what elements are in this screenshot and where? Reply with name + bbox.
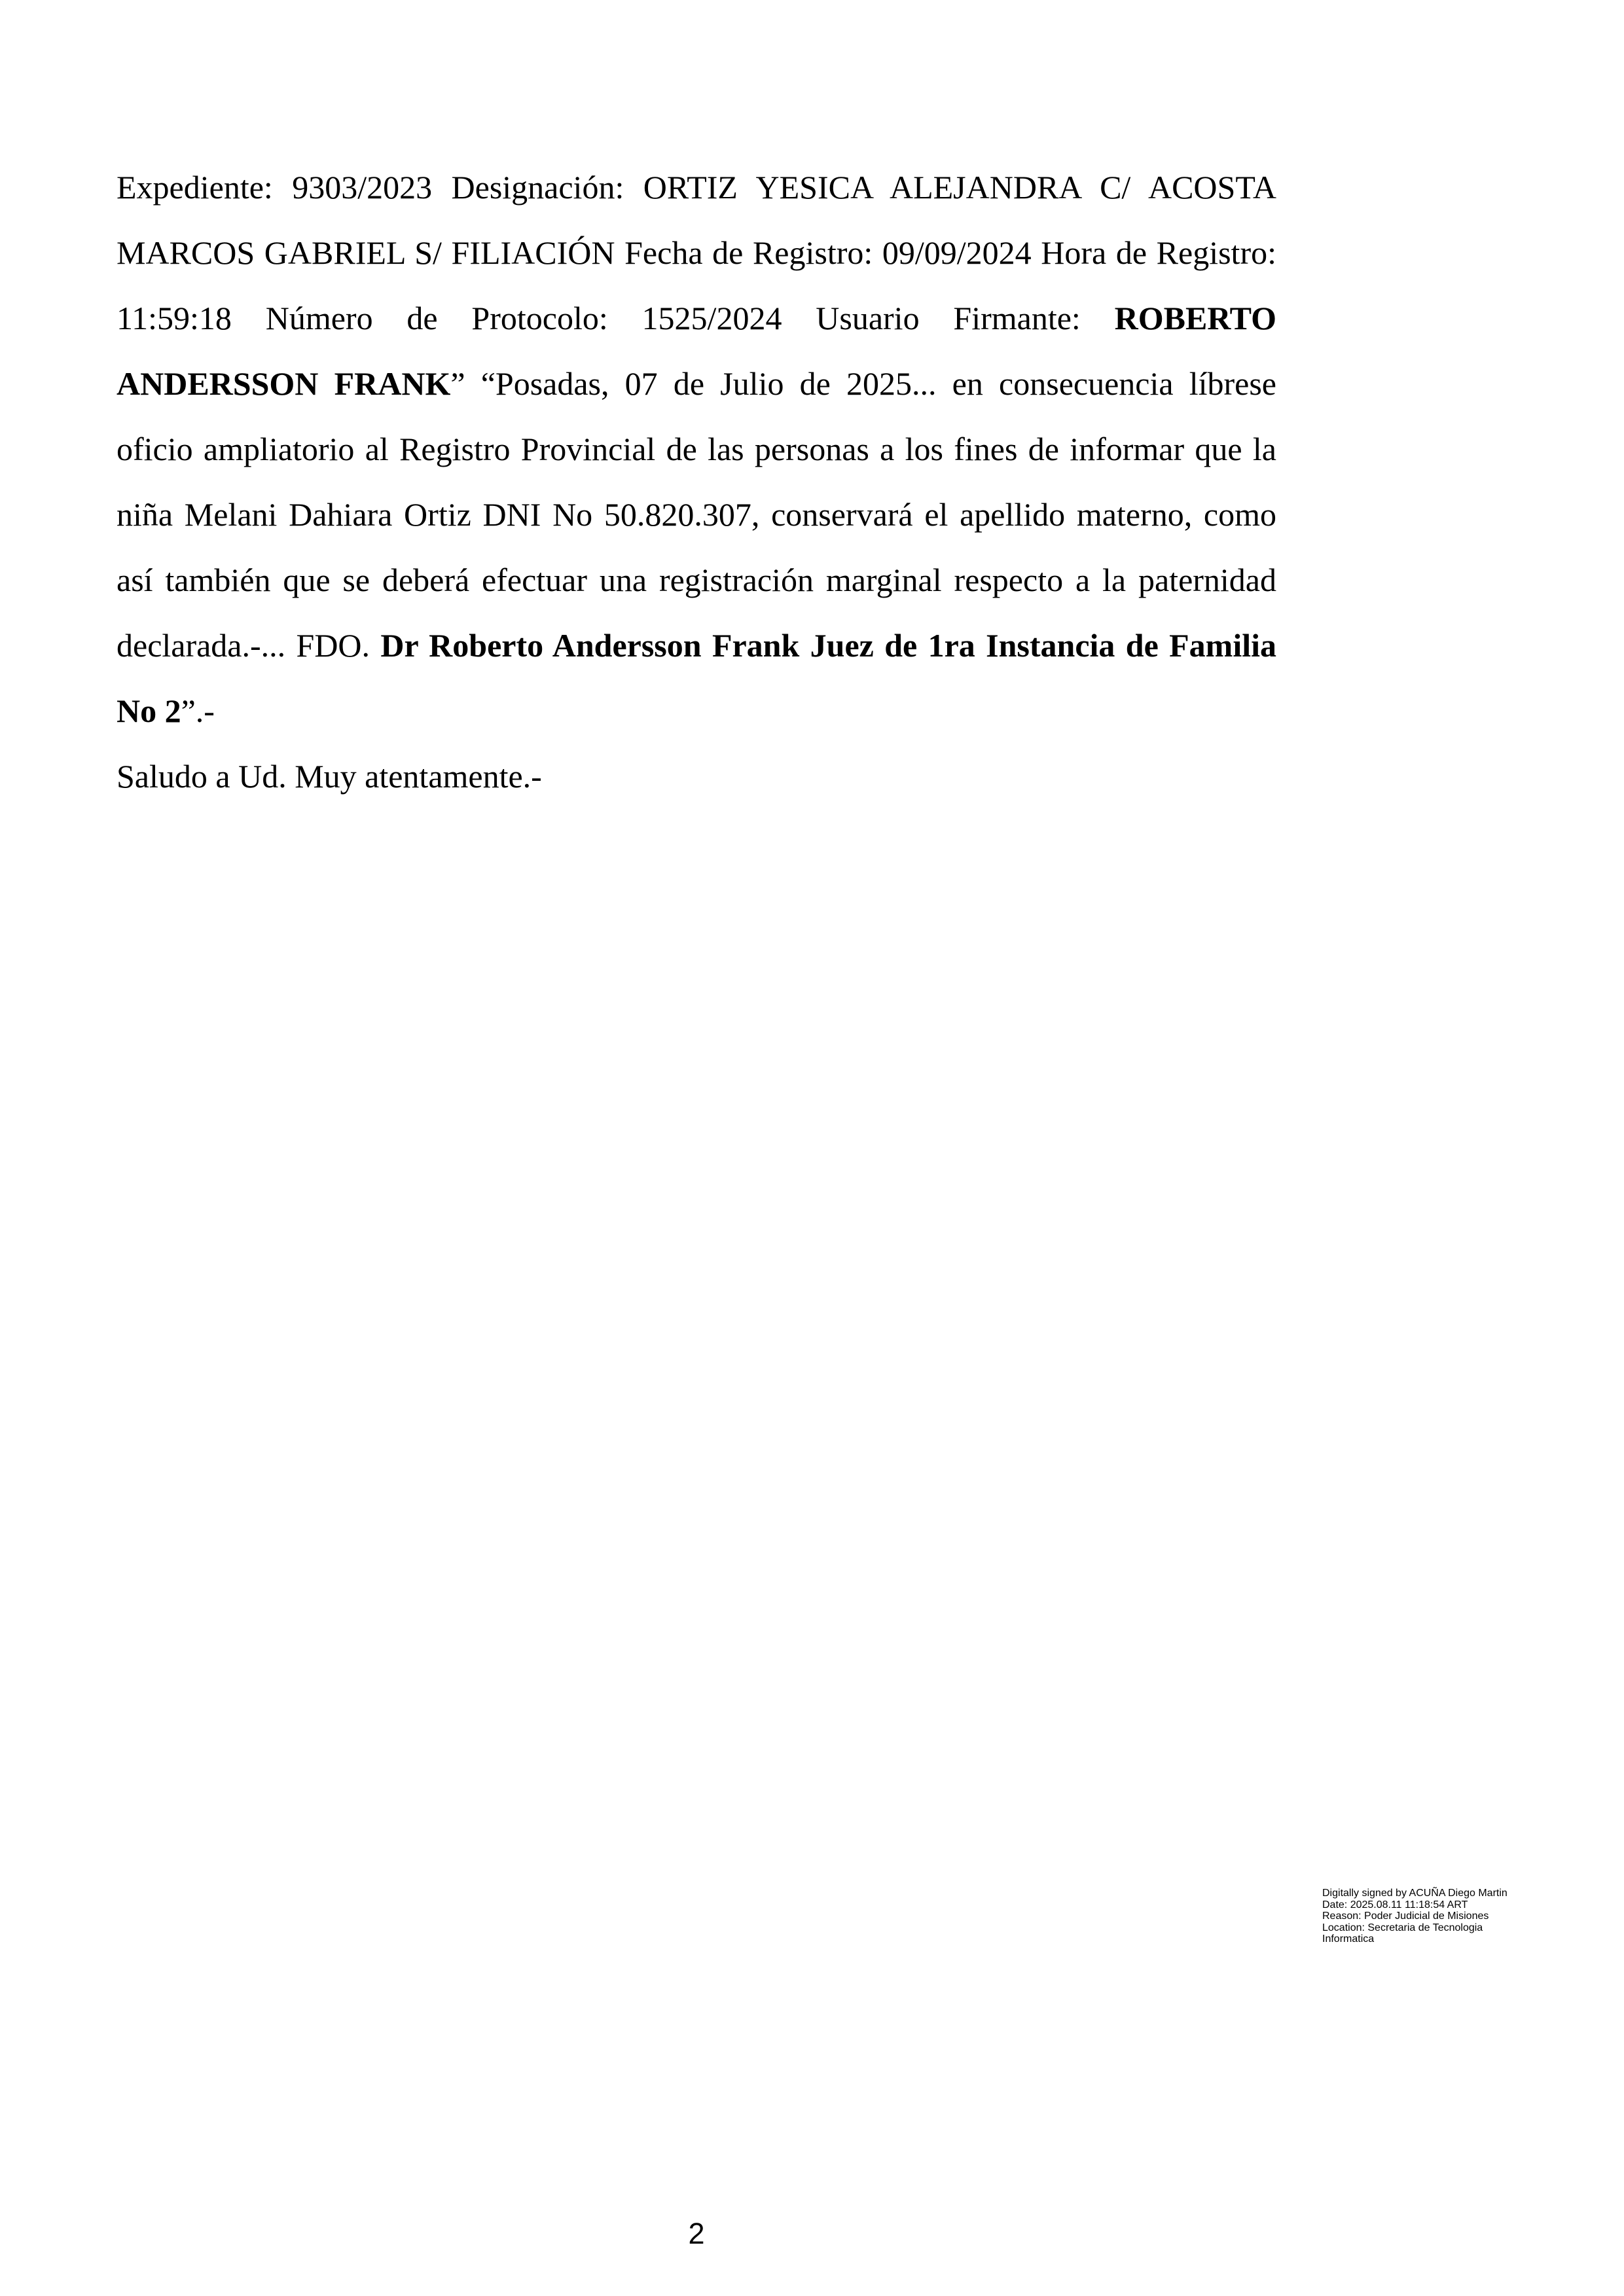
closing-salutation: Saludo a Ud. Muy atentamente.-: [117, 758, 542, 795]
page-number: 2: [688, 2217, 705, 2250]
signature-reason-line: Reason: Poder Judicial de Misiones: [1322, 1910, 1489, 1922]
expediente-text: Expediente: 9303/2023 Designación: ORTIZ YESICA ALEJANDRA C/ ACOSTA MARCOS GABRIEL S/ FILIACIÓN Fecha de Registro: 09/09/2024 Hora de Registro: 11:59:18 Número de Protocolo: 1525/2024 Usuario Firmante:: [117, 169, 1276, 336]
digital-signature-block: [1322, 1888, 1538, 1945]
signature-location-line-2: Informatica: [1322, 1933, 1375, 1945]
juez-signature-name: Dr Roberto Andersson Frank Juez de 1ra Instancia de Familia No 2: [117, 627, 1276, 729]
usuario-firmante-name: ROBERTO ANDERSSON FRANK: [117, 300, 1276, 402]
main-paragraph: [117, 154, 1276, 744]
signature-date-line: Date: 2025.08.11 11:18:54 ART: [1322, 1899, 1468, 1910]
transcripcion-text: ” “Posadas, 07 de Julio de 2025... en consecuencia líbrese oficio ampliatorio al Registro Provincial de las personas a los fines de informar que la niña Melani Dahiara Ortiz DNI No 50.820.307, conservará el apellido materno, como así también que se deberá efectuar una registración marginal respecto a la paternidad declarada.-... FDO.: [117, 365, 1276, 664]
signature-location-line: Location: Secretaria de Tecnologia: [1322, 1922, 1483, 1933]
quote-close-text: ”.-: [181, 692, 215, 729]
document-text-block: [117, 154, 1276, 809]
signature-signed-by-line: Digitally signed by ACUÑA Diego Martin: [1322, 1888, 1507, 1899]
